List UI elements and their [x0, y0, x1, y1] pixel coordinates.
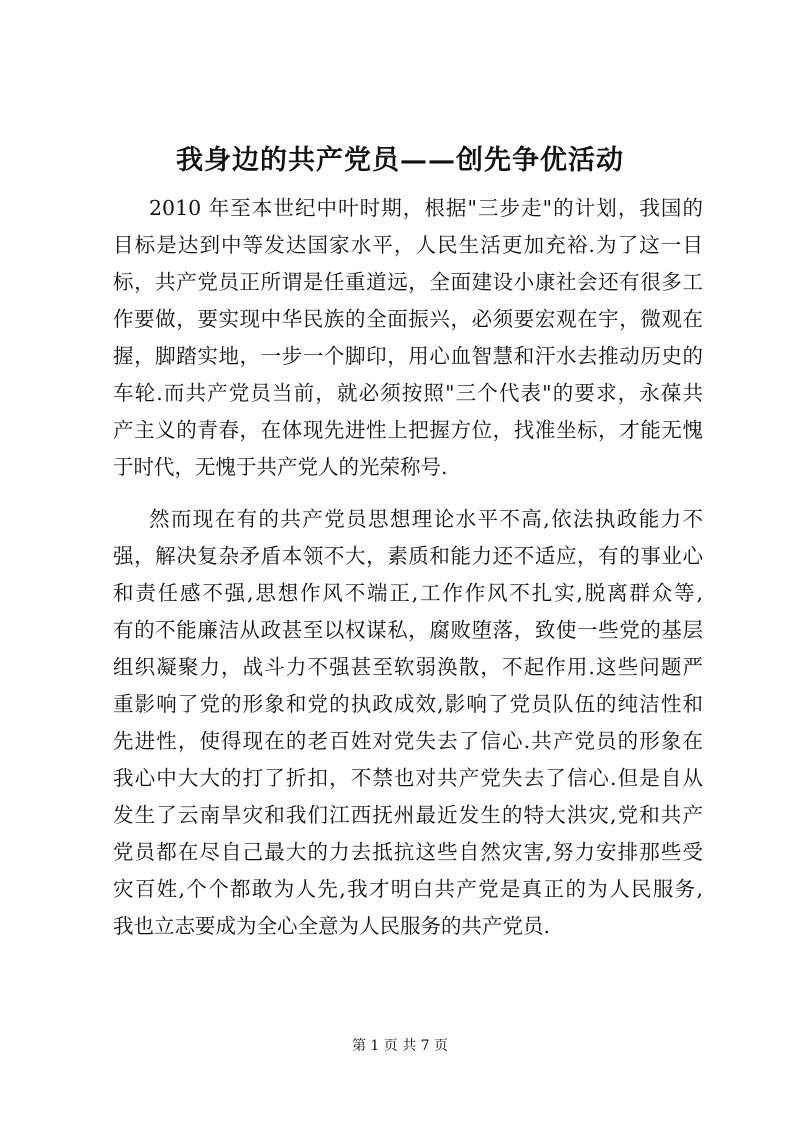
paragraph-line: 先进性，使得现在的老百姓对党失去了信心.共产党员的形象在: [113, 729, 703, 753]
page-footer: 第 1 页 共 7 页: [351, 1038, 449, 1054]
paragraph-line: 有的不能廉洁从政甚至以权谋私，腐败堕落，致使一些党的基层: [113, 618, 703, 642]
paragraph-line: 和责任感不强,思想作风不端正,工作作风不扎实,脱离群众等,: [113, 581, 703, 605]
paragraph-line: 发生了云南旱灾和我们江西抚州最近发生的特大洪灾,党和共产: [113, 803, 703, 827]
paragraph-line: 我心中大大的打了折扣，不禁也对共产党失去了信心.但是自从: [113, 766, 703, 790]
paragraph-line: 车轮.而共产党员当前，就必须按照"三个代表"的要求，永葆共: [113, 381, 703, 405]
paragraph-line: 组织凝聚力，战斗力不强甚至软弱涣散，不起作用.这些问题严: [113, 655, 703, 679]
paragraph-line: 党员都在尽自己最大的力去抵抗这些自然灾害,努力安排那些受: [113, 840, 703, 864]
paragraph-line: 于时代，无愧于共产党人的光荣称号.: [113, 455, 448, 479]
page-title: 我身边的共产党员——创先争优活动: [176, 145, 624, 176]
paragraph-line: 产主义的青春，在体现先进性上把握方位，找准坐标，才能无愧: [113, 418, 703, 442]
paragraph-line: 握，脚踏实地，一步一个脚印，用心血智慧和汗水去推动历史的: [113, 344, 703, 368]
paragraph-line: 灾百姓,个个都敢为人先,我才明白共产党是真正的为人民服务,: [113, 877, 703, 901]
paragraph-line: 2010 年至本世纪中叶时期，根据"三步走"的计划，我国的: [149, 196, 703, 220]
paragraph-line: 标，共产党员正所谓是任重道远，全面建设小康社会还有很多工: [113, 270, 703, 294]
paragraph-line: 目标是达到中等发达国家水平，人民生活更加充裕.为了这一目: [113, 233, 703, 257]
paragraph-line: 作要做，要实现中华民族的全面振兴，必须要宏观在宇，微观在: [113, 307, 703, 331]
paragraph-line: 然而现在有的共产党员思想理论水平不高,依法执政能力不: [149, 507, 703, 531]
paragraph-line: 我也立志要成为全心全意为人民服务的共产党员.: [113, 914, 551, 938]
paragraph-line: 强，解决复杂矛盾本领不大，素质和能力还不适应，有的事业心: [113, 544, 703, 568]
paragraph-line: 重影响了党的形象和党的执政成效,影响了党员队伍的纯洁性和: [113, 692, 703, 716]
